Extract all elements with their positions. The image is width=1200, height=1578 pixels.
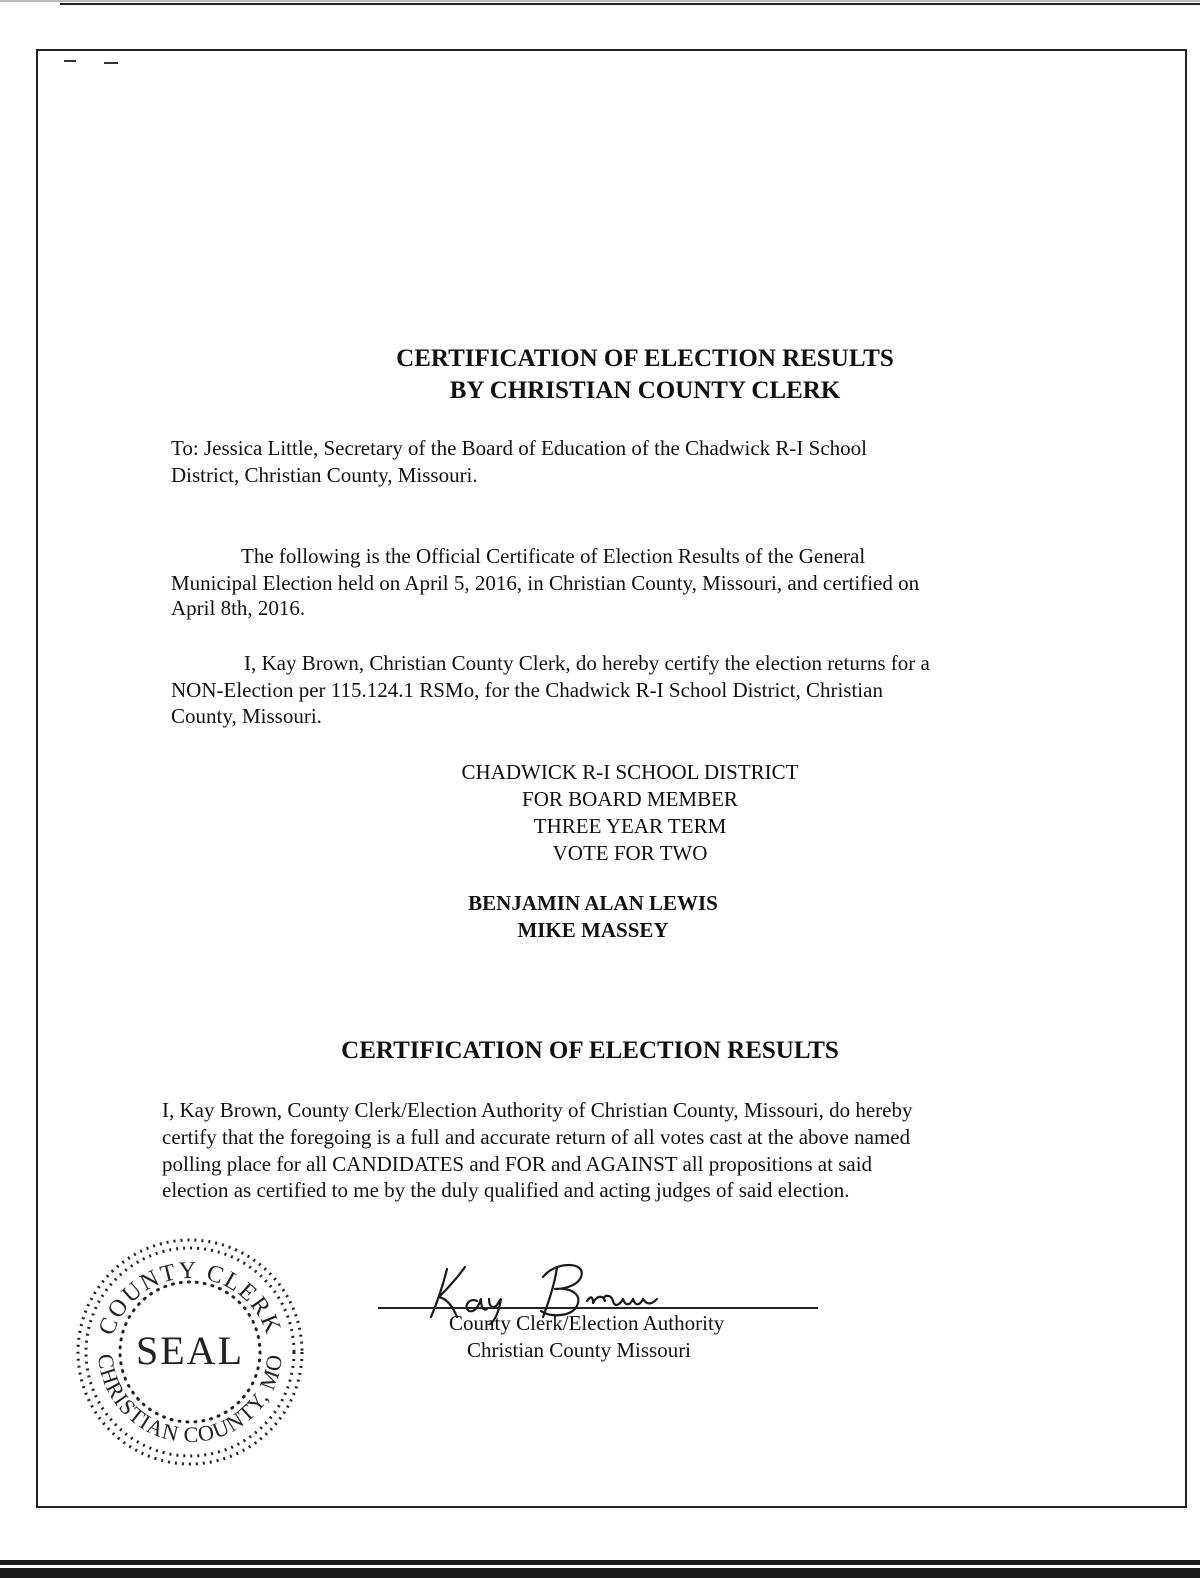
title-line-1: CERTIFICATION OF ELECTION RESULTS [396, 345, 894, 372]
paragraph2-line-3: County, Missouri. [171, 704, 322, 728]
addressee-line-1: To: Jessica Little, Secretary of the Board of Education of the Chadwick R-I School [171, 436, 868, 460]
candidate-name: MIKE MASSEY [517, 918, 669, 942]
certification-line-2: certify that the foregoing is a full and accurate return of all votes cast at the above named [162, 1125, 911, 1149]
title-line-2: BY CHRISTIAN COUNTY CLERK [449, 377, 841, 404]
scan-bottom-edge [0, 1560, 1200, 1578]
signature-title-line-1: County Clerk/Election Authority [449, 1311, 725, 1335]
seal-bottom-text: CHRISTIAN COUNTY, MO [92, 1352, 288, 1448]
seal-top-text: COUNTY CLERK [93, 1257, 287, 1339]
candidate-name: BENJAMIN ALAN LEWIS [468, 891, 718, 915]
paragraph1-line-1: The following is the Official Certificate of Election Results of the General [241, 544, 866, 568]
race-district: CHADWICK R-I SCHOOL DISTRICT [461, 760, 799, 784]
race-office: FOR BOARD MEMBER [522, 787, 738, 811]
paragraph1-line-2: Municipal Election held on April 5, 2016, in Christian County, Missouri, and certified on [171, 571, 920, 595]
scan-bottom-gap [0, 1565, 1200, 1568]
certification-title: CERTIFICATION OF ELECTION RESULTS [341, 1037, 839, 1064]
certification-line-3: polling place for all CANDIDATES and FOR and AGAINST all propositions at said [162, 1152, 873, 1176]
scan-top-edge [0, 0, 1200, 2]
scan-mark [104, 62, 118, 64]
seal-center-text: SEAL [136, 1328, 244, 1373]
county-clerk-seal-icon [68, 1230, 313, 1475]
paragraph2-line-2: NON-Election per 115.124.1 RSMo, for the Chadwick R-I School District, Christian [171, 678, 883, 702]
signature-line [378, 1307, 818, 1309]
addressee-line-2: District, Christian County, Missouri. [171, 463, 478, 487]
document-title [300, 343, 990, 407]
scan-top-rule [60, 3, 1200, 5]
certification-line-1: I, Kay Brown, County Clerk/Election Authority of Christian County, Missouri, do hereby [162, 1098, 913, 1122]
paragraph1-line-3: April 8th, 2016. [171, 596, 306, 620]
race-vote-for: VOTE FOR TWO [552, 841, 708, 865]
paragraph2-line-1: I, Kay Brown, Christian County Clerk, do hereby certify the election returns for a [244, 651, 930, 675]
certification-line-4: election as certified to me by the duly qualified and acting judges of said election. [162, 1178, 850, 1202]
scan-mark [64, 60, 76, 62]
signature-title-line-2: Christian County Missouri [467, 1338, 692, 1362]
race-term: THREE YEAR TERM [533, 814, 727, 838]
